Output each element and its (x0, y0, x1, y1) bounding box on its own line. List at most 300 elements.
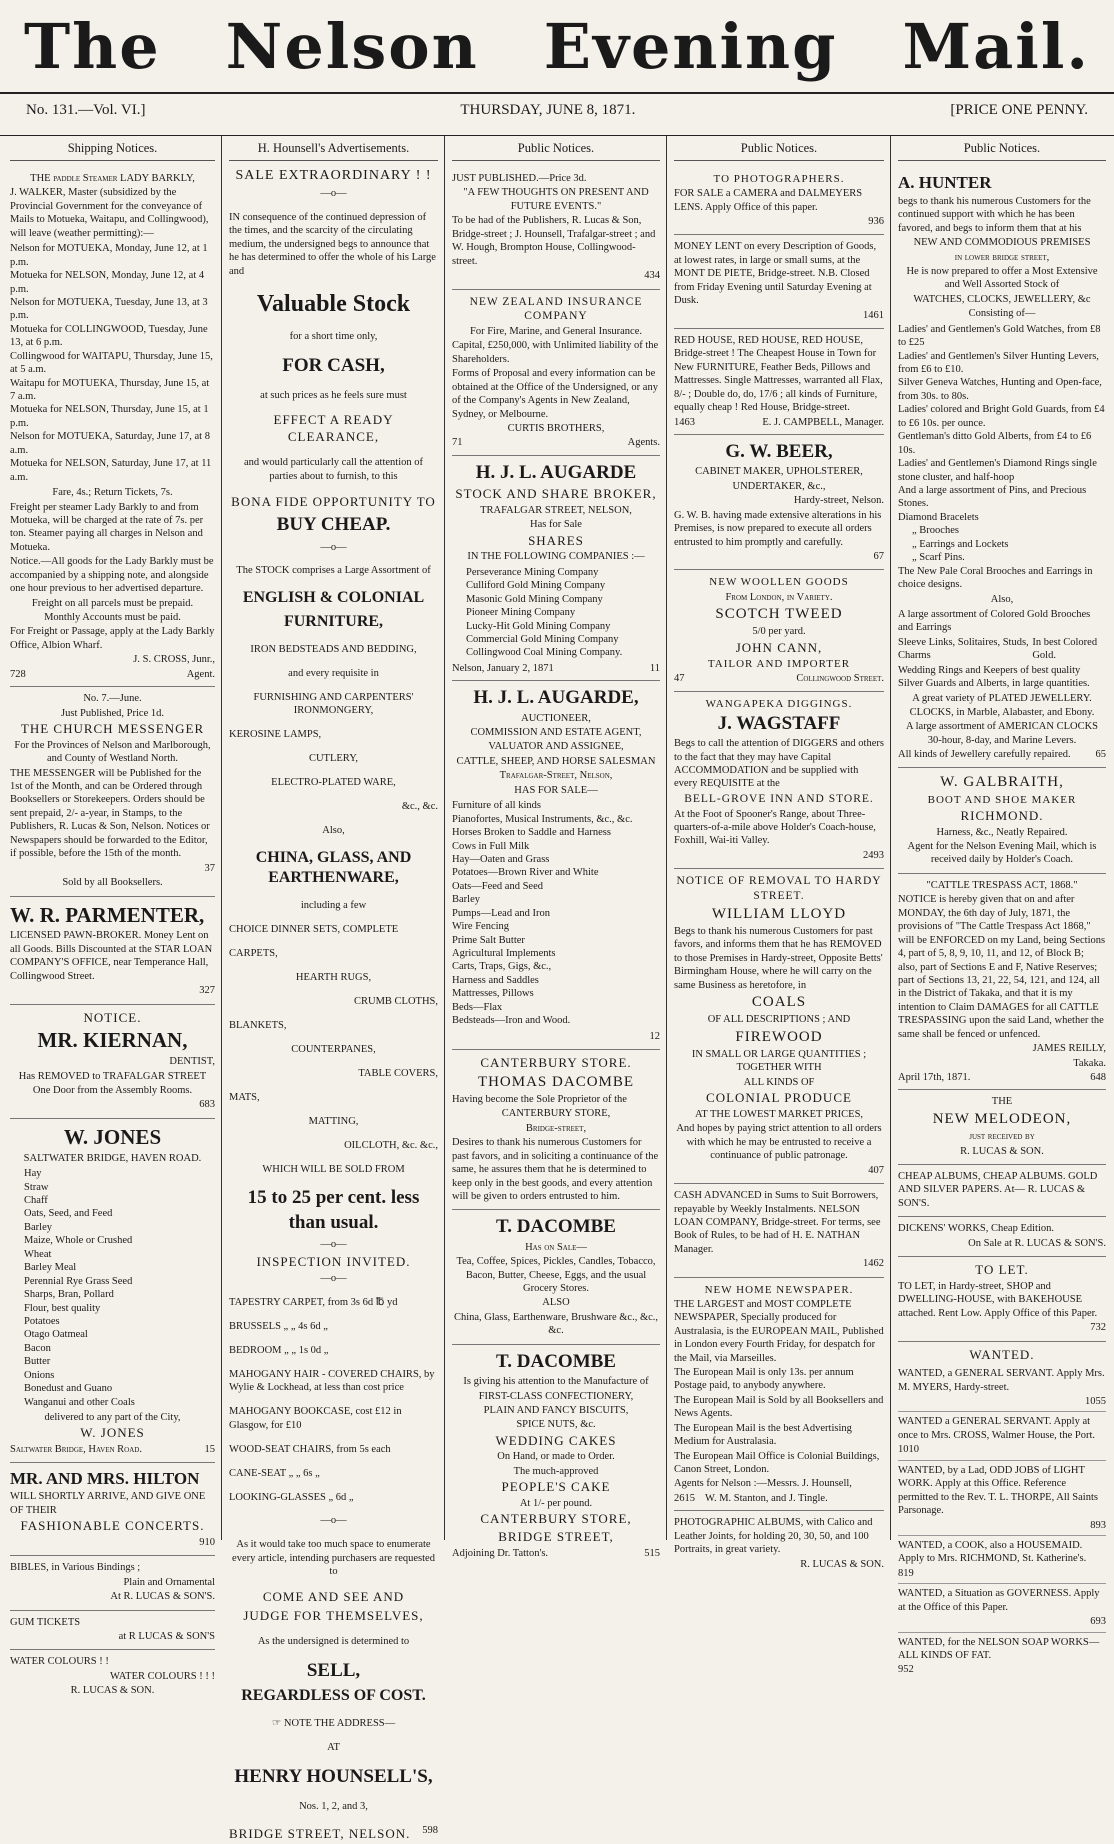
ad-wangapeka (674, 692, 884, 870)
ad-place: RICHMOND. (960, 807, 1044, 823)
signature: J. S. CROSS, Junr., (133, 654, 215, 666)
ad-date: April 17th, 1871. (898, 1072, 971, 1084)
ad-body: Forms of Proposal and every information can be obtained at the Office of the Undersigned, or any of the Company's Agents in New Zealand, Sydney, or Melbourne. (452, 368, 658, 420)
list-item: Oats—Feed and Seed (452, 880, 543, 892)
space-text: As it would take too much space to enumerate every article, intending purchasers are requested to (232, 1539, 435, 1578)
ad-line: UNDERTAKER, &c., (732, 480, 826, 492)
ad-body: WANTED, a GENERAL SERVANT. Apply Mrs. M. MYERS, Hardy-street. (898, 1368, 1105, 1393)
ad-title: W. JONES (63, 1124, 162, 1149)
furnishing-line: &c., &c. (401, 800, 438, 812)
ad-place: Takaka. (1073, 1057, 1106, 1069)
ad-body: He is now prepared to offer a Most Extensive and Well Assorted Stock of (906, 265, 1098, 291)
price-text: 5/0 per yard. (752, 626, 806, 638)
divider: —o— (320, 1239, 347, 1251)
ad-line: Has for Sale (530, 519, 582, 531)
list-item: Commercial Gold Mining Company (466, 633, 619, 645)
goods-list (10, 1167, 215, 1409)
ad-body: WANTED a GENERAL SERVANT. Apply at once to Mrs. CROSS, Walmer House, the Port. (898, 1416, 1095, 1441)
prices-text: at such prices as he feels sure must (260, 389, 407, 401)
ad-few-thoughts (452, 167, 660, 290)
price-line: LOOKING-GLASSES „ 6d „ (229, 1491, 354, 1503)
column-header: Public Notices. (452, 140, 660, 161)
ad-augarde-broker (452, 456, 660, 681)
ad-body: LICENSED PAWN-BROKER. Money Lent on all Goods. Bills Discounted at the STAR LOAN COMPANY'S OFFICE, near Temperance Hall, Collingwood Street. (10, 930, 213, 982)
list-item: Prime Salt Butter (452, 934, 525, 946)
price-line: BRUSSELS „ „ 4s 6d „ (229, 1321, 328, 1332)
ad-title: H. J. L. AUGARDE, (473, 687, 639, 709)
furnishing-line: ELECTRO-PLATED WARE, (271, 776, 396, 788)
ad-line: at R LUCAS & SON'S (118, 1630, 215, 1642)
list-item: Barley Meal (24, 1262, 77, 1274)
ad-nz-insurance (452, 290, 660, 456)
ad-title: THE paddle Steamer LADY BARKLY, (30, 173, 195, 184)
ad-number: 327 (199, 985, 215, 997)
list-item: Cows in Full Milk (452, 840, 530, 852)
inspection-heading: INSPECTION INVITED. (256, 1253, 411, 1269)
ad-number: 15 (204, 1444, 215, 1456)
ad-dacombe-grocery (452, 1210, 660, 1344)
wanted-ad (898, 1412, 1106, 1460)
sailing-list (10, 242, 215, 484)
ad-cash-advanced (674, 1184, 884, 1278)
inn-heading: BELL-GROVE INN AND STORE. (684, 792, 874, 805)
ad-line: On Hand, or made to Order. (497, 1451, 615, 1463)
list-item: Oats, Seed, and Feed (24, 1208, 113, 1220)
ad-number: 728 (10, 668, 26, 680)
also-label: Also, (990, 594, 1014, 606)
list-item: „ Brooches (912, 525, 959, 537)
ad-name: W. GALBRAITH, (940, 773, 1064, 790)
list-item: Motueka for NELSON, Saturday, June 17, at 11 a.m. (10, 458, 212, 483)
wanted-ad (898, 1536, 1106, 1584)
ad-body: THE MESSENGER will be Published for the 1st of the Month, and can be Ordered through Booksellers or Storekeepers. Orders should be sent prepaid, 2/- a-year, in Stamps, to the Publishers, R. Lucas & Son, Nelson. Notices or Newspapers should be forwarded to the Editor, if possible, before the 15th of the month. (10, 767, 210, 860)
wanted-ad (898, 1461, 1106, 1536)
ad-hilton (10, 1463, 215, 1557)
ad-number: 515 (644, 1547, 660, 1559)
short-text: for a short time only, (289, 330, 378, 342)
sell-heading: SELL, (306, 1659, 361, 1681)
list-item: Onions (24, 1369, 55, 1381)
list-item: Pioneer Mining Company (466, 607, 576, 619)
price-line: WOOD-SEAT CHAIRS, from 5s each (229, 1443, 391, 1455)
ad-line: IN THE FOLLOWING COMPANIES :— (467, 551, 645, 563)
buy-heading: BUY CHEAP. (276, 514, 391, 536)
price-line: BEDROOM „ „ 1s 0d „ (229, 1344, 329, 1356)
apply-text: For Freight or Passage, apply at the Lady Barkly Office, Albion Wharf. (10, 626, 215, 651)
list-item: Gentleman's ditto Gold Alberts, from £4 to £6 10s. (898, 431, 1092, 456)
masthead (0, 0, 1114, 92)
address-heading: BRIDGE STREET, NELSON. (229, 1825, 411, 1841)
ad-body: Begs to call the attention of DIGGERS and others to the fact that they may have Capital ACCOMMODATION and be supplied with every REQUISITE at the (674, 738, 884, 790)
ad-melodeon (898, 1090, 1106, 1165)
list-item: Bacon (24, 1342, 51, 1354)
ad-red-house (674, 329, 884, 435)
ad-body: The European Mail is the best Advertising Medium for Australasia. (674, 1422, 852, 1448)
ad-church-messenger (10, 687, 215, 896)
agent-label: Agent. (186, 668, 215, 680)
ad-body: TO LET, in Hardy-street, SHOP and DWELLING-HOUSE, with BAKEHOUSE attached. Rent Low. Apply Office of this Paper. (898, 1280, 1098, 1319)
ad-body: All kinds of Jewellery carefully repaired. (898, 749, 1071, 761)
ad-hunter (898, 167, 1106, 768)
column-header: Public Notices. (674, 140, 884, 161)
delivery-text: delivered to any part of the City, (44, 1412, 181, 1423)
english-heading: ENGLISH & COLONIAL (242, 589, 425, 607)
ad-title: H. J. L. AUGARDE (475, 461, 637, 483)
list-item: Culliford Gold Mining Company (466, 580, 606, 592)
ad-number: 11 (649, 662, 660, 674)
furnishing-line: CUTLERY, (308, 753, 359, 764)
column-shipping-notices (4, 136, 221, 1697)
ad-line: IN SMALL OR LARGE QUANTITIES ; TOGETHER WITH (691, 1048, 867, 1074)
furniture-heading: FURNITURE, (283, 612, 384, 630)
ad-footer (674, 672, 884, 685)
list-item: Otago Oatmeal (24, 1329, 88, 1341)
peoples-heading: PEOPLE'S CAKE (501, 1479, 611, 1495)
list-item: Wheat (24, 1248, 52, 1260)
ad-number: 407 (868, 1164, 884, 1176)
ad-line: OF ALL DESCRIPTIONS ; AND (707, 1014, 851, 1026)
column-hounsell (223, 136, 444, 1841)
ad-title: NEW WOOLLEN GOODS (709, 576, 849, 589)
stock-text: The STOCK comprises a Large Assortment of (236, 565, 431, 577)
list-item: Diamond Bracelets (898, 511, 979, 523)
list-item: Masonic Gold Mining Company (466, 593, 603, 605)
goods-line: COUNTERPANES, (291, 1043, 376, 1055)
ad-title: NEW HOME NEWSPAPER. (704, 1283, 854, 1296)
ad-title: NEW ZEALAND INSURANCE COMPANY (469, 295, 643, 323)
ad-title: WANGAPEKA DIGGINGS. (705, 697, 853, 710)
list-item: The New Pale Coral Brooches and Earrings in choice designs. (898, 565, 1093, 590)
ad-footer (674, 1492, 884, 1505)
ad-address: Collingwood Street. (796, 673, 884, 685)
ad-body: Wedding Rings and Keepers of best quality Silver Guards and Alberts, in large quantities. (898, 664, 1090, 690)
price-line: CANE-SEAT „ „ 6s „ (229, 1467, 320, 1479)
ad-name: J. WAGSTAFF (717, 712, 841, 734)
ad-body: Begs to thank his numerous Customers for past favors, and informs them that he has REMOVED to those Premises in Hardy-street, Opposite Betts' Birmingham House, where he will carry on the same Business as heretofore, in (674, 925, 883, 991)
ad-line: just received by (969, 1131, 1035, 1143)
columns (0, 136, 1114, 1841)
furnishing-line: and every requisite in (288, 667, 379, 679)
ad-title: CANTERBURY STORE. (480, 1055, 632, 1071)
ad-body: The European Mail is only 13s. per annum Postage paid, to anybody anywhere. (674, 1366, 854, 1392)
also-label: Also, (322, 824, 345, 836)
come-heading: COME AND SEE AND (262, 1589, 405, 1605)
list-item: Maize, Whole or Crushed (24, 1235, 133, 1247)
list-item: Butter (24, 1356, 51, 1368)
monthly-text: Monthly Accounts must be paid. (44, 612, 181, 623)
scotch-heading: SCOTCH TWEED (715, 605, 843, 622)
street-heading: BRIDGE STREET, (498, 1529, 614, 1544)
masthead-word-2: Nelson (225, 9, 479, 83)
ad-line: VALUATOR AND ASSIGNEE, (488, 741, 624, 753)
ad-subtitle: DENTIST, (169, 1056, 215, 1068)
list-item: Straw (24, 1181, 49, 1193)
ad-footer (452, 1547, 660, 1560)
ad-subtitle: From London, in Variety. (725, 591, 833, 603)
ad-trade: BOOT AND SHOE MAKER (927, 793, 1077, 806)
ad-title: T. DACOMBE (496, 1216, 616, 1238)
ad-address: SALTWATER BRIDGE, HAVEN ROAD. (23, 1152, 202, 1164)
column-header: H. Hounsell's Advertisements. (229, 140, 438, 161)
list-item: Potatoes—Brown River and White (452, 867, 599, 879)
list-item: Furniture of all kinds (452, 800, 541, 812)
list-item: Motueka for COLLINGWOOD, Tuesday, June 13, at 6 p.m. (10, 323, 208, 349)
parcels-text: Freight on all parcels must be prepaid. (31, 597, 194, 609)
goods-line: OILCLOTH, &c. &c., (344, 1139, 438, 1151)
list-item: Motueka for NELSON, Monday, June 12, at 4 p.m. (10, 270, 205, 295)
masthead-word-3: Evening (543, 9, 838, 83)
ad-number: 819 (898, 1567, 914, 1579)
price-line: MAHOGANY HAIR - COVERED CHAIRS, by Wylie & Lockhead, at less than cost price (229, 1368, 435, 1394)
ad-number: 71 (452, 437, 463, 449)
ad-body: Having become the Sole Proprietor of the (452, 1093, 627, 1105)
ad-augarde-auctioneer (452, 681, 660, 1050)
ad-galbraith (898, 768, 1106, 874)
issue-number: No. 131.—Vol. VI.] (26, 102, 146, 118)
ad-line: Has on Sale— (525, 1241, 587, 1253)
ad-lloyd-removal (674, 869, 884, 1184)
issue-date: THURSDAY, JUNE 8, 1871. (460, 102, 636, 118)
ad-body: To be had of the Publishers, R. Lucas & Son, Bridge-street ; J. Hounsell, Trafalgar-street ; and W. Hough, Brompton House, Collingwood-street. (452, 215, 656, 267)
ad-line: Plain and Ornamental (123, 1576, 215, 1588)
ad-number: 65 (1095, 749, 1106, 761)
price-line: TAPESTRY CARPET, from 3s 6d ℔ yd (229, 1297, 398, 1309)
ad-title: GUM TICKETS (10, 1616, 81, 1628)
company-list (452, 566, 660, 660)
list-item: Mattresses, Pillows (452, 988, 534, 1000)
sold-label: Sold by all Booksellers. (62, 877, 163, 889)
list-item: Motueka for NELSON, Thursday, June 15, at 1 p.m. (10, 404, 209, 429)
ad-body: Desires to thank his numerous Customers for past favors, and in soliciting a continuance of the same, he assures them that he is determined to keep only in the best goods, and every attention will be given to orders entrusted to him. (452, 1137, 659, 1202)
ad-lady-barkly (10, 167, 215, 687)
ad-line: THE (991, 1096, 1013, 1108)
list-item: Bedsteads—Iron and Wood. (452, 1015, 571, 1027)
ad-line: R. LUCAS & SON. (960, 1145, 1044, 1157)
ad-name: A. HUNTER (898, 173, 992, 192)
ad-title: MR. AND MRS. HILTON (10, 1468, 200, 1488)
capital-text: Capital, £250,000, with Unlimited liability of the Shareholders. (452, 340, 659, 365)
section-heading: WANTED. (969, 1346, 1035, 1362)
ad-number: 37 (204, 862, 215, 874)
list-item: Flour, best quality (24, 1302, 101, 1314)
wanted-ad (898, 1584, 1106, 1632)
divider: —o— (320, 1273, 347, 1285)
list-item: Agricultural Implements (452, 948, 556, 959)
ad-footer (452, 662, 660, 675)
ad-subtitle: FASHIONABLE CONCERTS. (20, 1518, 205, 1534)
ad-body: The European Mail is Sold by all Booksellers and News Agents. (674, 1394, 884, 1420)
ad-line: HAS FOR SALE— (514, 784, 598, 796)
judge-heading: JUDGE FOR THEMSELVES, (243, 1607, 424, 1623)
ad-title: MR. KIERNAN, (37, 1028, 188, 1053)
ad-number: 2493 (863, 849, 884, 861)
ad-line: PLAIN AND FANCY BISCUITS, (483, 1404, 629, 1416)
ad-line: Harness, &c., Neatly Repaired. (936, 826, 1068, 838)
ad-number: 1462 (863, 1258, 884, 1270)
produce-heading: COLONIAL PRODUCE (706, 1090, 852, 1106)
ad-body: A large assortment of AMERICAN CLOCKS 30-hour, 8-day, and Marine Levers. (905, 721, 1098, 746)
ad-footer (10, 668, 215, 681)
notice-label: NOTICE. (83, 1009, 142, 1025)
ad-body: FOR SALE a CAMERA and DALMEYERS LENS. Apply Office of this paper. (674, 188, 863, 213)
ad-body: CHEAP ALBUMS, CHEAP ALBUMS. GOLD AND SILVER PAPERS. At— R. LUCAS & SON'S. (898, 1170, 1098, 1209)
ad-line: A great variety of PLATED JEWELLERY. (912, 692, 1092, 704)
ad-number: 683 (199, 1099, 215, 1111)
ad-trade: TAILOR AND IMPORTER (707, 658, 851, 671)
ad-subtitle: AUCTIONEER, (521, 712, 591, 724)
jewellery-list (898, 323, 1106, 592)
ad-title: W. R. PARMENTER, (10, 902, 205, 927)
wanted-ad (898, 1364, 1106, 1412)
masthead-word-1: The (24, 9, 161, 83)
ad-title: NEW MELODEON, (932, 1110, 1072, 1127)
ad-number: 648 (1090, 1072, 1106, 1084)
ad-line: On Sale at R. LUCAS & SON'S. (968, 1237, 1106, 1249)
ad-footer (452, 436, 660, 449)
list-item: „ Earrings and Lockets (912, 538, 1009, 550)
ad-number: 598 (422, 1824, 438, 1836)
ad-address: Hardy-street, Nelson. (793, 495, 884, 507)
which-text: WHICH WILL BE SOLD FROM (262, 1163, 405, 1175)
published-label: Just Published, Price 1d. (61, 707, 164, 719)
list-item: Wire Fencing (452, 921, 510, 933)
ad-body: begs to thank his numerous Customers for the continued support with which he has been favored, and begs to inform them that at his (898, 195, 1091, 234)
list-item: Hay—Oaten and Grass (452, 853, 550, 865)
ad-body: Is giving his attention to the Manufacture of (463, 1376, 649, 1388)
ad-body: DICKENS' WORKS, Cheap Edition. (898, 1223, 1054, 1235)
signature: W. JONES (80, 1425, 145, 1441)
goods-line: CARPETS, (229, 948, 278, 960)
ad-body: WANTED, by a Lad, ODD JOBS of LIGHT WORK. Apply at this Office. Reference permitted to the Rev. T. L. THORPE, All Saints Parsonage. (898, 1464, 1098, 1517)
signature: JAMES REILLY, (1032, 1043, 1106, 1055)
list-item: Carts, Traps, Gigs, &c., (452, 961, 552, 973)
list-item: Horses Broken to Saddle and Harness (452, 827, 611, 839)
ad-line: At R. LUCAS & SON'S. (110, 1591, 215, 1603)
ad-body: WILL SHORTLY ARRIVE, AND GIVE ONE OF THEIR (10, 1491, 206, 1516)
ad-body: Agent for the Nelson Evening Mail, which is received daily by Holder's Coach. (907, 841, 1097, 866)
ad-body: W. M. Stanton, and J. Tingle. (705, 1492, 828, 1504)
ad-photographic-albums (674, 1511, 884, 1577)
list-item: Ladies' and Gentlemen's Silver Hunting Levers, from £6 to £10. (898, 350, 1099, 375)
ad-number: 12 (649, 1030, 660, 1042)
ad-woollen-goods (674, 570, 884, 691)
store-heading: CANTERBURY STORE, (480, 1511, 632, 1527)
freight-text: Freight per steamer Lady Barkly to and from Motueka, will be charged at the rate of 7s. per ton. Steamer paying all charges in Nelson and Motueka. (10, 501, 204, 553)
ad-body: And hopes by paying strict attention to all orders with which he may be entrusted to receive a continuance of public patronage. (676, 1123, 882, 1162)
ad-name: WILLIAM LLOYD (711, 905, 847, 922)
ad-line: Consisting of— (968, 308, 1036, 320)
ad-footer (898, 748, 1106, 761)
including-text: including a few (300, 900, 367, 912)
ad-line: ALL KINDS OF (743, 1076, 815, 1088)
ad-number: 47 (674, 673, 685, 685)
ad-address: Trafalgar-Street, Nelson, (499, 770, 613, 782)
list-item: And a large assortment of Pins, and Precious Stones. (898, 484, 1087, 510)
ad-cattle-trespass (898, 874, 1106, 1091)
ad-parmenter (10, 897, 215, 1005)
list-item: Nelson for MOTUEKA, Saturday, June 17, at 8 a.m. (10, 431, 210, 456)
ad-line: SPICE NUTS, &c. (516, 1419, 596, 1431)
ad-water-colours (10, 1650, 215, 1703)
ad-body: Tea, Coffee, Spices, Pickles, Candles, Tobacco, Bacon, Butter, Cheese, Eggs, and the usual Grocery Stores. (456, 1256, 656, 1294)
divider: —o— (320, 541, 347, 553)
section-heading: TO LET. (975, 1262, 1029, 1278)
agents-label: Agents. (627, 437, 660, 449)
ad-number: 2615 (674, 1492, 695, 1504)
nos-text: Nos. 1, 2, and 3, (299, 1800, 368, 1812)
list-item: Ladies' colored and Bright Gold Guards, from £4 to £6 10s. per ounce. (898, 404, 1105, 429)
ad-title: "A FEW THOUGHTS ON PRESENT AND FUTURE EVENTS." (463, 187, 649, 212)
ad-address: Saltwater Bridge, Haven Road. (10, 1444, 142, 1456)
ad-number: 1055 (1085, 1396, 1106, 1408)
ad-wanted-section (898, 1342, 1106, 1685)
goods-line: TABLE COVERS, (358, 1067, 438, 1079)
list-item: Hay (24, 1168, 42, 1180)
list-item: Collingwood for WAITAPU, Thursday, June 15, at 5 a.m. (10, 350, 213, 376)
ad-number: 67 (873, 551, 884, 563)
ad-number: 732 (1090, 1322, 1106, 1334)
goods-line: MATTING, (308, 1115, 359, 1127)
valuable-heading: Valuable Stock (256, 290, 411, 317)
ad-body: PHOTOGRAPHIC ALBUMS, with Calico and Leather Joints, for holding 20, 30, 50, and 100 Portraits, in great variety. (674, 1517, 873, 1556)
ad-address: Bridge-street, (525, 1122, 587, 1134)
dateline (0, 92, 1114, 136)
furnishing-line: IRON BEDSTEADS AND BEDDING, (250, 643, 417, 655)
coals-heading: COALS (751, 994, 807, 1011)
shares-heading: SHARES (528, 532, 584, 548)
furnishing-line: FURNISHING AND CARPENTERS' IRONMONGERY, (253, 691, 414, 717)
ad-line: WATER COLOURS ! ! ! (110, 1670, 215, 1682)
price-line: MAHOGANY BOOKCASE, cost £12 in Glasgow, for £10 (229, 1406, 402, 1431)
divider: —o— (320, 187, 347, 199)
ad-footer (898, 1071, 1106, 1084)
note-text: ☞ NOTE THE ADDRESS— (271, 1718, 396, 1730)
ad-title: THE CHURCH MESSENGER (20, 721, 205, 737)
list-item: Pianofortes, Musical Instruments, &c., &c. (452, 813, 633, 825)
list-item: Barley (24, 1221, 52, 1233)
ad-title: "CATTLE TRESPASS ACT, 1868." (926, 879, 1078, 891)
issue-price: [PRICE ONE PENNY. (950, 102, 1088, 118)
bona-heading: BONA FIDE OPPORTUNITY TO (231, 493, 436, 509)
list-item: Collingwood Coal Mining Company. (466, 647, 623, 659)
ad-body: Sleeve Links, Solitaires, Studs, Charms (898, 636, 1029, 662)
ad-body: RED HOUSE, RED HOUSE, RED HOUSE, Bridge-street ! The Cheapest House in Town for New FURNITURE, Feather Beds, Pillows and Mattresses. Single Mattresses, warranted all Flax, 8/- ; Double do, do, 17/6 ; all kinds of Furniture, equally cheap ! Red House, Bridge-street. (674, 335, 883, 414)
ad-number: 434 (644, 270, 660, 282)
china-heading: CHINA, GLASS, AND EARTHENWARE, (255, 848, 412, 887)
ad-body: MONEY LENT on every Description of Goods, at lowest rates, in large or small sums, at the MONT DE PIETE, Bridge-street. N.B. Closed from Friday Evening until Saturday Evening at Dusk. (674, 241, 877, 307)
ad-gum-tickets (10, 1611, 215, 1651)
ad-to-let (898, 1257, 1106, 1341)
list-item: Harness and Saddles (452, 974, 539, 986)
list-item: Waitapu for MOTUEKA, Thursday, June 15, at 7 a.m. (10, 377, 210, 402)
ad-line: AT THE LOWEST MARKET PRICES, (694, 1108, 864, 1120)
ad-body: CASH ADVANCED in Sums to Suit Borrowers, repayable by Weekly Instalments. NELSON LOAN COMPANY, Bridge-street. For terms, see Book of Rules, to be had of H. E. NATHAN Manager. (674, 1190, 881, 1255)
ad-line: WATCHES, CLOCKS, JEWELLERY, &c (913, 293, 1091, 305)
list-item: Perennial Rye Grass Seed (24, 1275, 133, 1287)
ad-name: JOHN CANN, (735, 639, 823, 655)
ad-footer (674, 416, 884, 429)
ad-jones (10, 1119, 215, 1463)
sale-heading: SALE EXTRAORDINARY ! ! (235, 168, 432, 183)
list-item: Nelson for MOTUEKA, Tuesday, June 13, at 3 p.m. (10, 296, 208, 322)
ad-body: NOTICE is hereby given that on and after MONDAY, the 6th day of July, 1871, the provisions of "The Cattle Trespass Act 1868," will be ENFORCED on my Land, being Sections 4, part of 5, 8, 9, 10, 11, and 12, of Block B; also, part of Sections E and F, Native Reserves; part of Sections 13, 21, 22, 54, 121, and 124, all in the District of Takaka, and that it is my intention to Claim DAMAGES for all CATTLE TRESPASSING upon the said Land, whether the same shall be fenced or unfenced. (898, 894, 1106, 1040)
ad-body: China, Glass, Earthenware, Brushware &c., &c., &c. (453, 1311, 659, 1337)
goods-line: HEARTH RUGS, (295, 972, 372, 983)
ad-body: WANTED, a COOK, also a HOUSEMAID. Apply to Mrs. RICHMOND, St. Katherine's. (898, 1539, 1087, 1565)
ad-line: R. LUCAS & SON. (70, 1685, 155, 1697)
fare-text: Fare, 4s.; Return Tickets, 7s. (52, 487, 173, 499)
ad-kiernan (10, 1005, 215, 1119)
